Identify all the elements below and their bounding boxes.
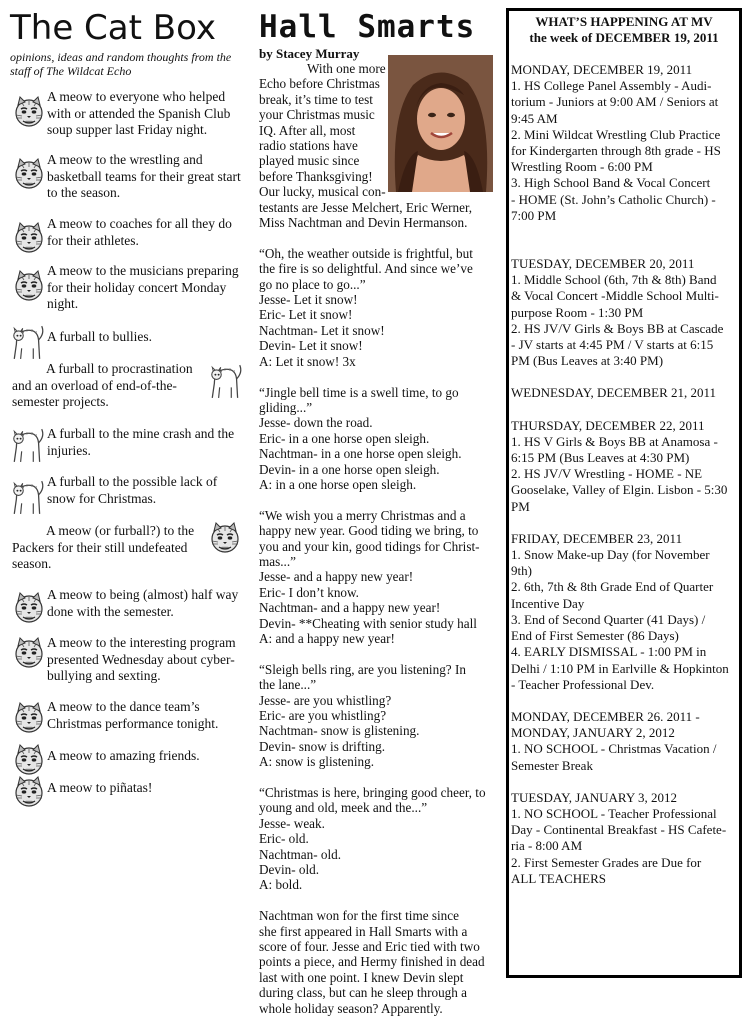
- event-line: Incentive Day: [511, 595, 585, 611]
- quiz-line: Jesse- and a happy new year!: [259, 569, 414, 585]
- cat-box-entry: A meow to amazing friends.: [47, 748, 200, 763]
- event-line: Day - Continental Breakfast - HS Cafete-: [511, 822, 727, 838]
- cat-box-entry: A meow to the interesting program presented Wednesday about cyber-bullying and sexting.: [47, 635, 236, 683]
- event-line: 2. HS JV/V Wrestling - HOME - NE: [511, 466, 703, 482]
- event-day: [511, 62, 737, 224]
- cat-box-entry: A furball to procrastination and an overload of end-of-the-semester projects.: [12, 361, 193, 409]
- wildcat-icon: [12, 775, 46, 809]
- wildcat-icon: [12, 269, 46, 303]
- quiz-line: Devin- old.: [259, 862, 320, 878]
- quiz-line: last with one point. I knew Devin slept: [259, 969, 464, 985]
- quiz-line: Eric- old.: [259, 831, 309, 847]
- wildcat-icon: [12, 743, 46, 777]
- quiz-line: Nachtman- in a one horse open sleigh.: [259, 446, 462, 462]
- wildcat-icon: [12, 95, 46, 129]
- quiz-line: Eric- in a one horse open sleigh.: [259, 430, 430, 446]
- quiz-round: [259, 246, 495, 369]
- quiz-line: happy new year. Good tiding we bring, to: [259, 523, 479, 539]
- hall-smarts-title: Hall Smarts: [259, 9, 476, 45]
- whats-happening-box: [506, 8, 742, 978]
- quiz-line: A: in a one horse open sleigh.: [259, 476, 417, 492]
- scared-cat-icon: [208, 362, 244, 400]
- quiz-line: Devin- in a one horse open sleigh.: [259, 461, 440, 477]
- quiz-round: [259, 508, 495, 647]
- event-day: [511, 256, 737, 369]
- event-line: - JV starts at 4:45 PM / V starts at 6:15: [511, 337, 714, 353]
- event-line: 1. Snow Make-up Day (for November: [511, 547, 710, 563]
- quiz-line: she first appeared in Hall Smarts with a: [259, 923, 468, 939]
- event-line: 2. First Semester Grades are Due for: [511, 854, 702, 870]
- event-line: PM (Bus Leaves at 3:40 PM): [511, 353, 664, 369]
- quiz-line: Jesse- are you whistling?: [259, 692, 392, 708]
- quiz-round: [259, 785, 495, 893]
- event-day-heading: TUESDAY, JANUARY 3, 2012: [511, 789, 678, 805]
- quiz-round: [259, 385, 495, 493]
- event-line: PM: [511, 498, 530, 514]
- event-day: [511, 709, 737, 774]
- event-line: 9:45 AM: [511, 110, 558, 126]
- quiz-line: you and your kin, good tidings for Christ-: [259, 538, 480, 554]
- quiz-line: Eric- I don’t know.: [259, 584, 359, 600]
- event-line: purpose Room - 1:30 PM: [511, 304, 644, 320]
- cat-box-entry: A meow to everyone who helped with or attended the Spanish Club soup supper last Friday night.: [47, 89, 231, 137]
- quiz-line: “Jingle bell time is a swell time, to go: [259, 384, 459, 400]
- quiz-line: Devin- **Cheating with senior study hall: [259, 615, 477, 631]
- quiz-line: Eric- Let it snow!: [259, 307, 353, 323]
- quiz-line: A: bold.: [259, 877, 303, 893]
- event-line: 4. EARLY DISMISSAL - 1:00 PM in: [511, 644, 707, 660]
- quiz-line: Devin- Let it snow!: [259, 338, 363, 354]
- quiz-rounds: [259, 246, 495, 1016]
- cat-box-column: [10, 8, 242, 78]
- wildcat-icon: [12, 636, 46, 670]
- quiz-line: “Oh, the weather outside is frightful, but: [259, 245, 473, 261]
- quiz-line: A: and a happy new year!: [259, 630, 395, 646]
- quiz-line: points a piece, and Hermy finished in dead: [259, 954, 485, 970]
- quiz-line: “Christmas is here, bringing good cheer, to: [259, 785, 486, 801]
- event-line: 7:00 PM: [511, 207, 557, 223]
- cat-box-subtitle: opinions, ideas and random thoughts from the staff of The Wildcat Echo: [10, 50, 232, 78]
- quiz-line: Jesse- weak.: [259, 815, 325, 831]
- event-day-heading: THURSDAY, DECEMBER 22, 2011: [511, 417, 705, 433]
- scared-cat-icon: [10, 323, 46, 361]
- wildcat-icon: [12, 221, 46, 255]
- cat-box-entry: A furball to bullies.: [47, 329, 152, 344]
- quiz-line: gliding...”: [259, 399, 313, 415]
- cat-box-entry: A meow to the wrestling and basketball teams for their great start to the season.: [47, 152, 241, 200]
- cat-box-entry: A meow to coaches for all they do for their athletes.: [47, 216, 232, 248]
- quiz-line: “Sleigh bells ring, are you listening? In: [259, 661, 466, 677]
- quiz-round: [259, 908, 495, 1016]
- quiz-line: Nachtman- and a happy new year!: [259, 600, 441, 616]
- event-day: [511, 385, 737, 401]
- quiz-line: young and old, meek and the...”: [259, 800, 428, 816]
- quiz-line: Nachtman- snow is glistening.: [259, 723, 420, 739]
- wildcat-icon: [12, 157, 46, 191]
- quiz-line: “We wish you a merry Christmas and a: [259, 507, 466, 523]
- quiz-line: Eric- are you whistling?: [259, 708, 387, 723]
- event-line: 6:15 PM (Bus Leaves at 4:30 PM): [511, 450, 690, 466]
- event-line: - HOME (St. John’s Catholic Church) -: [511, 191, 716, 207]
- event-line: 1. HS College Panel Assembly - Audi-: [511, 78, 712, 94]
- event-days: [511, 62, 737, 887]
- cat-box-entry: A furball to the possible lack of snow for Christmas.: [47, 474, 218, 506]
- quiz-round: [259, 662, 495, 770]
- scared-cat-icon: [10, 478, 46, 516]
- event-line: 1. NO SCHOOL - Teacher Professional: [511, 805, 717, 821]
- event-line: 1. Middle School (6th, 7th & 8th) Band: [511, 272, 717, 288]
- cat-box-entry: A furball to the mine crash and the injuries.: [47, 426, 235, 458]
- event-day-heading: TUESDAY, DECEMBER 20, 2011: [511, 256, 695, 272]
- quiz-line: A: Let it snow! 3x: [259, 353, 356, 369]
- quiz-line: the fire is so delightful. And since we’ve: [259, 261, 473, 277]
- scared-cat-icon: [10, 426, 46, 464]
- event-day-heading: FRIDAY, DECEMBER 23, 2011: [511, 530, 683, 546]
- quiz-line: mas...”: [259, 553, 296, 569]
- wildcat-icon: [12, 591, 46, 625]
- byline: by Stacey Murray: [259, 46, 360, 61]
- event-line: End of First Semester (86 Days): [511, 628, 679, 644]
- event-line: Wrestling Room - 6:00 PM: [511, 159, 653, 175]
- event-line: MONDAY, JANUARY 2, 2012: [511, 725, 675, 741]
- event-day: [511, 790, 737, 887]
- whats-happening-title: WHAT’S HAPPENING AT MV the week of DECEMBER 19, 2011: [529, 14, 719, 45]
- wildcat-icon: [12, 701, 46, 735]
- author-photo: [388, 55, 493, 192]
- hall-smarts-column: [259, 8, 495, 1031]
- event-line: & Vocal Concert -Middle School Multi-: [511, 288, 719, 304]
- cat-box-entry: A meow to being (almost) half way done with the semester.: [47, 587, 239, 619]
- quiz-line: A: snow is glistening.: [259, 754, 375, 770]
- quiz-line: Devin- snow is drifting.: [259, 738, 386, 754]
- event-line: ria - 8:00 AM: [511, 838, 583, 854]
- intro-paragraph: With one more Echo before Christmas break, it’s time to test your Christmas music IQ. After all, most radio stations have played music since before Thanksgiving! Our lucky, musical con- testants are Jesse Melchert, Eric Werner, Miss Nachtman and Devin Hermanson.: [259, 61, 473, 231]
- quiz-line: during class, but can he sleep through a: [259, 985, 468, 1001]
- event-day-heading: MONDAY, DECEMBER 26. 2011 -: [511, 708, 700, 724]
- event-line: 1. HS V Girls & Boys BB at Anamosa -: [511, 433, 718, 449]
- quiz-line: Nachtman- old.: [259, 846, 342, 862]
- event-line: 2. 6th, 7th & 8th Grade End of Quarter: [511, 579, 714, 595]
- event-line: 9th): [511, 563, 532, 579]
- event-line: 1. NO SCHOOL - Christmas Vacation /: [511, 741, 717, 757]
- event-line: for Kindergarten through 8th grade - HS: [511, 143, 721, 159]
- event-line: ALL TEACHERS: [511, 870, 606, 886]
- quiz-line: the lane...”: [259, 677, 317, 693]
- wildcat-icon: [208, 521, 242, 555]
- quiz-line: Nachtman won for the first time since: [259, 908, 459, 924]
- quiz-line: Jesse- down the road.: [259, 415, 373, 431]
- event-line: torium - Juniors at 9:00 AM / Seniors at: [511, 94, 719, 110]
- cat-box-entry: A meow (or furball?) to the Packers for their still undefeated season.: [12, 523, 195, 571]
- event-line: 3. High School Band & Vocal Concert: [511, 175, 711, 191]
- event-line: Gooselake, Valley of Elgin. Lisbon - 5:30: [511, 482, 728, 498]
- event-day-heading: WEDNESDAY, DECEMBER 21, 2011: [511, 385, 717, 401]
- event-line: Semester Break: [511, 757, 593, 773]
- event-line: Delhi / 1:10 PM in Earlville & Hopkinton: [511, 660, 729, 676]
- event-day-heading: MONDAY, DECEMBER 19, 2011: [511, 62, 693, 77]
- event-line: - Teacher Professional Dev.: [511, 676, 655, 692]
- quiz-line: Nachtman- Let it snow!: [259, 322, 385, 338]
- quiz-line: score of four. Jesse and Eric tied with two: [259, 939, 480, 955]
- quiz-line: whole holiday season? Apparently.: [259, 1000, 443, 1016]
- event-line: 2. HS JV/V Girls & Boys BB at Cascade: [511, 320, 724, 336]
- quiz-line: Jesse- Let it snow!: [259, 292, 358, 308]
- event-day: [511, 531, 737, 693]
- cat-box-entry: A meow to piñatas!: [47, 780, 153, 795]
- cat-box-title: The Cat Box: [10, 8, 216, 48]
- cat-box-entry: A meow to the musicians preparing for their holiday concert Monday night.: [47, 263, 239, 311]
- event-line: 3. End of Second Quarter (41 Days) /: [511, 611, 706, 627]
- event-day: [511, 418, 737, 515]
- event-line: 2. Mini Wildcat Wrestling Club Practice: [511, 126, 721, 142]
- cat-box-entry: A meow to the dance team’s Christmas performance tonight.: [47, 699, 219, 731]
- quiz-line: go no place to go...”: [259, 276, 366, 292]
